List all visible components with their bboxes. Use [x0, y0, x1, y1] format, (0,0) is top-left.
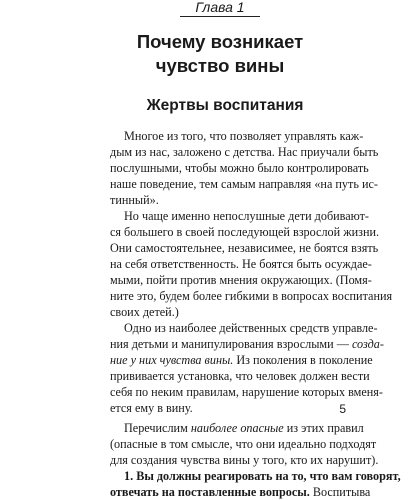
text-run: из этих правил — [286, 421, 364, 435]
text-line — [110, 484, 371, 500]
text-run: Воспитыва — [312, 485, 371, 499]
emphasis-text: созда- — [351, 337, 384, 351]
section-title: Жертвы воспитания — [146, 97, 304, 114]
text-line: послушными, чтобы можно было контролировать — [110, 161, 369, 175]
chapter-title — [80, 30, 360, 78]
text-line: для создания чувства вины у того, кто их нарушит). — [110, 453, 379, 467]
text-line: мыми, пойти против мнения окружающих. (Помя- — [110, 273, 372, 287]
text-line: Они самостоятельнее, независимее, не боятся взять — [110, 241, 379, 255]
page-number: 5 — [339, 402, 346, 416]
text-line: наше поведение, тем самым направляя «на путь ис- — [110, 177, 378, 191]
text-line: прививается установка, что человек должен вести — [110, 369, 370, 383]
text-line: тинный». — [110, 193, 159, 207]
bold-text: отвечать на поставленные вопросы. — [110, 485, 310, 499]
text-line: ется ему в вину. — [110, 401, 193, 415]
chapter-title-line: чувство вины — [155, 55, 285, 76]
text-line: ся большего в своей последующей взрослой жизни. — [110, 225, 380, 239]
emphasis-text: ние у них чувства вины. — [110, 353, 234, 367]
text-run: Перечислим — [124, 421, 188, 435]
text-line: своих детей.) — [110, 305, 179, 319]
text-line: ните это, будем более гибкими в вопросах воспитания — [110, 289, 393, 303]
text-line — [110, 352, 373, 368]
text-line: Многое из того, что позволяет управлять каж- — [124, 129, 364, 143]
text-line: (опасные в том смысле, что они идеально подходят — [110, 437, 377, 451]
text-line — [110, 420, 364, 436]
text-line: себя по неким правилам, нарушение которых вменя- — [110, 385, 383, 399]
text-run: ния детьми и манипулирования взрослыми — — [110, 337, 349, 351]
text-run: Из поколения в поколение — [236, 353, 373, 367]
text-line: на себя ответственность. Не боятся быть осуждае- — [110, 257, 372, 271]
text-line: дым из нас, заложено с детства. Нас приучали быть — [110, 145, 379, 159]
emphasis-text: наиболее опасные — [190, 421, 284, 435]
text-line: Одно из наиболее действенных средств управле- — [124, 321, 378, 335]
text-line: Но чаще именно непослушные дети добивают- — [124, 209, 369, 223]
text-line — [110, 336, 384, 352]
chapter-label: Глава 1 — [180, 0, 260, 17]
chapter-title-line: Почему возникает — [136, 31, 304, 52]
text-line: 1. Вы должны реагировать на то, что вам говорят, — [124, 469, 401, 483]
body-text — [110, 128, 401, 500]
